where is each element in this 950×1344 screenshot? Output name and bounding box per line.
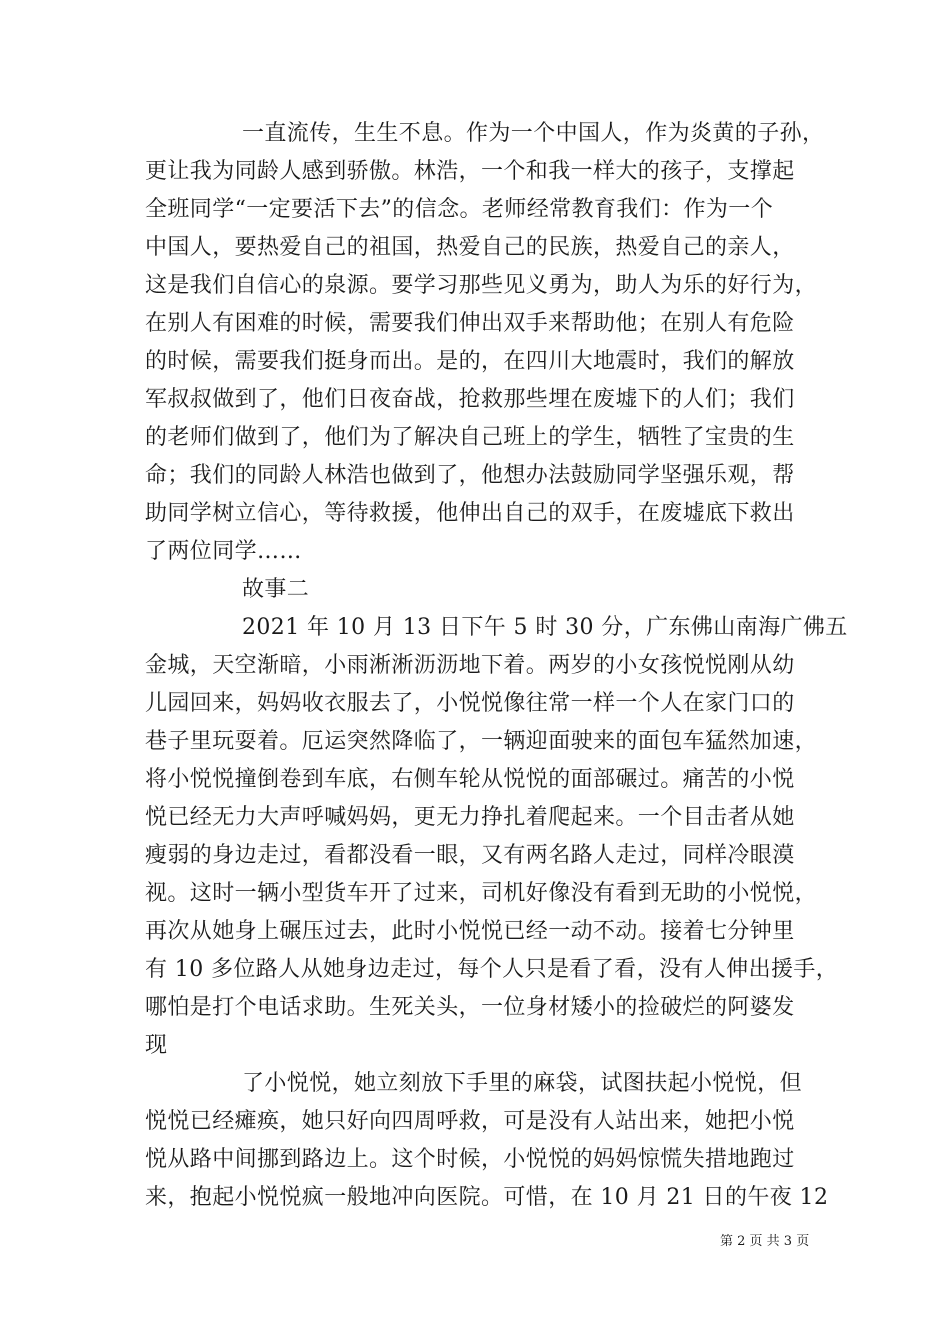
text-line: 有 10 多位路人从她身边走过，每个人只是看了看，没有人伸出援手， <box>145 957 839 982</box>
text-line: 金城，天空渐暗，小雨淅淅沥沥地下着。两岁的小女孩悦悦刚从幼 <box>145 653 795 678</box>
text-line: 的老师们做到了，他们为了解决自己班上的学生，牺牲了宝贵的生 <box>145 425 795 450</box>
text-line: 再次从她身上碾压过去，此时小悦悦已经一动不动。接着七分钟里 <box>145 919 795 944</box>
text-line: 视。这时一辆小型货车开了过来，司机好像没有看到无助的小悦悦， <box>145 881 818 906</box>
text-line: 2021 年 10 月 13 日下午 5 时 30 分，广东佛山南海广佛五 <box>242 615 848 640</box>
text-line: 将小悦悦撞倒卷到车底，右侧车轮从悦悦的面部碾过。痛苦的小悦 <box>145 767 795 792</box>
text-line: 了小悦悦，她立刻放下手里的麻袋，试图扶起小悦悦，但 <box>242 1071 803 1096</box>
text-line: 来，抱起小悦悦疯一般地冲向医院。可惜，在 10 月 21 日的午夜 12 <box>145 1185 829 1210</box>
text-line: 现 <box>145 1033 168 1058</box>
text-line: 的时候，需要我们挺身而出。是的，在四川大地震时，我们的解放 <box>145 349 795 374</box>
text-line: 了两位同学…… <box>145 539 302 564</box>
text-line: 一直流传，生生不息。作为一个中国人，作为炎黄的子孙， <box>242 121 825 146</box>
page-number: 第 2 页 共 3 页 <box>720 1234 810 1249</box>
text-line: 儿园回来，妈妈收衣服去了，小悦悦像往常一样一个人在家门口的 <box>145 691 795 716</box>
text-line: 哪怕是打个电话求助。生死关头，一位身材矮小的捡破烂的阿婆发 <box>145 995 795 1020</box>
text-line: 助同学树立信心，等待救援，他伸出自己的双手，在废墟底下救出 <box>145 501 795 526</box>
text-line: 悦从路中间挪到路边上。这个时候，小悦悦的妈妈惊慌失措地跑过 <box>145 1147 795 1172</box>
text-line: 悦已经无力大声呼喊妈妈，更无力挣扎着爬起来。一个目击者从她 <box>145 805 795 830</box>
text-line: 全班同学“一定要活下去”的信念。老师经常教育我们：作为一个 <box>145 197 774 222</box>
text-line: 更让我为同龄人感到骄傲。林浩，一个和我一样大的孩子，支撑起 <box>145 159 795 184</box>
text-line: 军叔叔做到了，他们日夜奋战，抢救那些埋在废墟下的人们；我们 <box>145 387 795 412</box>
text-line: 中国人，要热爱自己的祖国，热爱自己的民族，热爱自己的亲人， <box>145 235 795 260</box>
text-line: 命；我们的同龄人林浩也做到了，他想办法鼓励同学坚强乐观，帮 <box>145 463 795 488</box>
text-line: 瘦弱的身边走过，看都没看一眼，又有两名路人走过，同样冷眼漠 <box>145 843 795 868</box>
section-heading: 故事二 <box>242 577 310 602</box>
text-line: 悦悦已经瘫痪，她只好向四周呼救，可是没有人站出来，她把小悦 <box>145 1109 795 1134</box>
text-line: 在别人有困难的时候，需要我们伸出双手来帮助他；在别人有危险 <box>145 311 795 336</box>
text-line: 巷子里玩耍着。厄运突然降临了，一辆迎面驶来的面包车猛然加速， <box>145 729 818 754</box>
text-line: 这是我们自信心的泉源。要学习那些见义勇为，助人为乐的好行为， <box>145 273 818 298</box>
